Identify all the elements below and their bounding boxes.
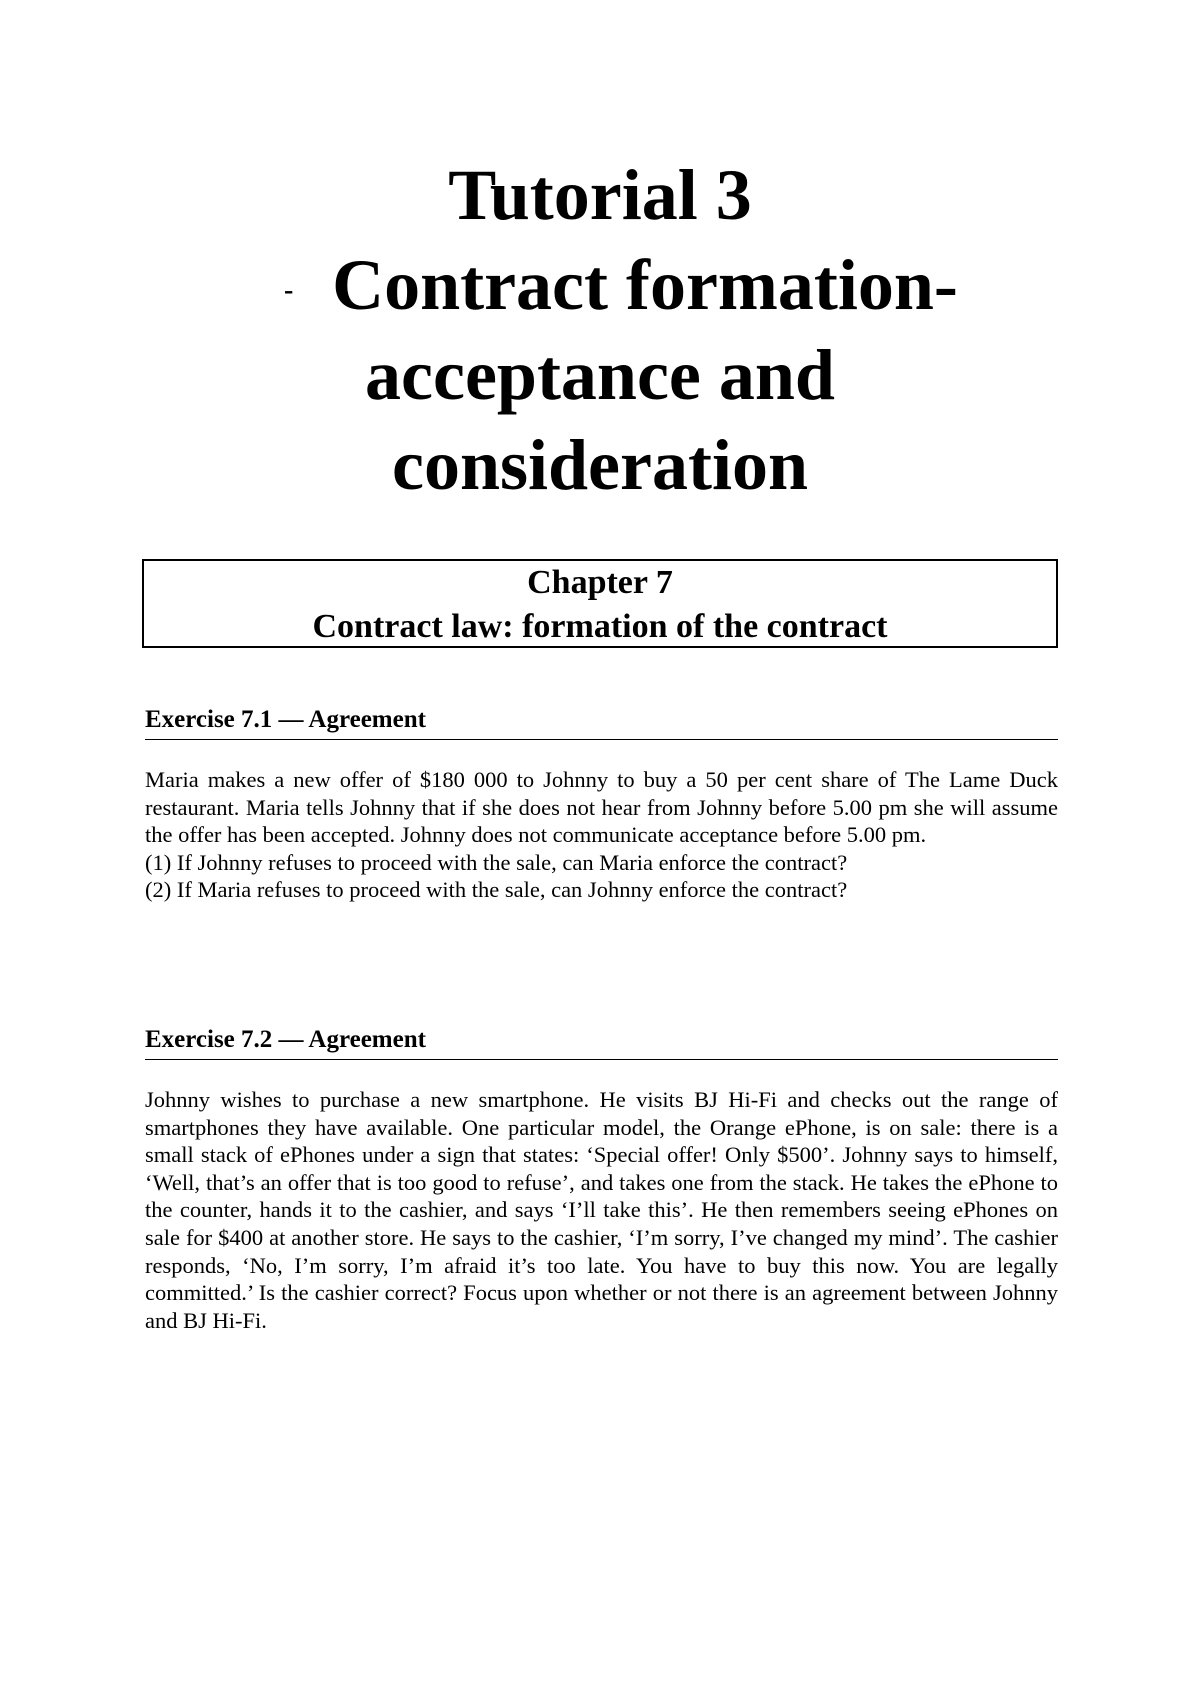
exercise-body: [145, 1086, 1058, 1334]
exercise-section: [145, 705, 1058, 904]
document-title: [0, 150, 1200, 510]
title-line-3: acceptance and: [365, 335, 835, 415]
exercise-paragraph: Johnny wishes to purchase a new smartphone. He visits BJ Hi-Fi and checks out the range of smartphones they have available. One particular model, the Orange ePhone, is on sale: there is a small stack of ePhones under a sign that states: ‘Special offer! Only $500’. Johnny says to himself, ‘Well, that’s an offer that is too good to refuse’, and takes one from the stack. He takes the ePhone to the counter, hands it to the cashier, and says ‘I’ll take this’. He then remembers seeing ePhones on sale for $400 at another store. He says to the cashier, ‘I’m sorry, I’ve changed my mind’. The cashier responds, ‘No, I’m sorry, I’m afraid it’s too late. You have to buy this now. You are legally committed.’ Is the cashier correct? Focus upon whether or not there is an agreement between Johnny and BJ Hi-Fi.: [145, 1087, 1058, 1333]
chapter-box: [142, 559, 1058, 648]
chapter-subtitle: Contract law: formation of the contract: [312, 608, 888, 645]
exercise-heading: Exercise 7.2 — Agreement: [145, 1025, 1058, 1060]
title-dash: -: [284, 275, 294, 306]
title-line-4: consideration: [391, 425, 808, 505]
exercise-section: [145, 1025, 1058, 1334]
title-line-1: Tutorial 3: [448, 155, 752, 235]
title-line-2-wrapper: [0, 240, 1200, 330]
exercise-heading: Exercise 7.1 — Agreement: [145, 705, 1058, 740]
exercise-question: (1) If Johnny refuses to proceed with the sale, can Maria enforce the contract?: [145, 849, 848, 875]
title-line-2: Contract formation-: [332, 245, 958, 325]
exercise-question: (2) If Maria refuses to proceed with the sale, can Johnny enforce the contract?: [145, 877, 848, 903]
chapter-title: Chapter 7: [527, 564, 673, 601]
exercise-body: [145, 766, 1058, 904]
exercise-paragraph: Maria makes a new offer of $180 000 to Johnny to buy a 50 per cent share of The Lame Duck restaurant. Maria tells Johnny that if she does not hear from Johnny before 5.00 pm she will assume the offer has been accepted. Johnny does not communicate acceptance before 5.00 pm.: [145, 767, 1058, 848]
